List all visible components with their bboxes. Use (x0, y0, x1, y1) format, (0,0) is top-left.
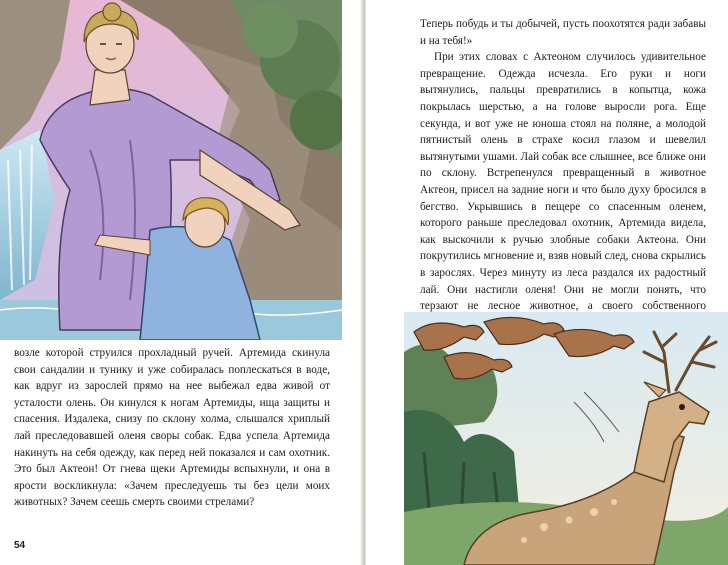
left-page (0, 0, 362, 565)
right-page-text (420, 16, 706, 348)
left-paragraph: возле которой струился прохладный ручей. Артемида скинула свои сандалии и тунику и уже собиралась поплескаться в воде, как вдруг из зарослей прямо на нее выбежал едва живой от усталости олень. Он кинулся к ногам Артемиды, ища защиты и спасения. Издалека, снизу по склону холма, слышался хриплый лай преследовавшей оленя своры собак. Едва успела Артемида накинуть на себя одежду, как перед ней показался и сам охотник. Это был Актеон! От гнева щеки Артемиды вспыхнули, и она в ярости воскликнула: «Зачем преследуешь ты без цели моих животных? Зачем сеешь смерть своими стрелами? (14, 347, 330, 509)
deer-illustration-svg (404, 312, 728, 565)
right-page (366, 0, 728, 565)
right-paragraph-1: Теперь побудь и ты добычей, пусть поохотятся ради забавы и на тебя!» (420, 18, 706, 47)
deer-and-hounds-illustration (404, 312, 728, 565)
left-page-text (14, 345, 330, 511)
artemis-illustration-svg (0, 0, 342, 340)
artemis-and-nymph-illustration (0, 0, 342, 340)
page-number: 54 (14, 540, 26, 551)
right-paragraph-2: При этих словах с Актеоном случилось удивительное превращение. Одежда исчезла. Его руки и ноги вытянулись, пальцы превратились в копытца, кожа покрылась шерстью, а на голове выросли рога. Еще секунда, и вот уже не юноша стоял на поляне, а молодой пятнистый олень в страхе косил глазом и шевелил вытянутыми ушами. Лай собак все слышнее, все ближе они по склону. Встрепенулся превращенный в животное Актеон, присел на задние ноги и что было духу бросился в бегство. Укрывшись в пещере со спасенным оленем, которого раньше преследовал охотник, Артемида видела, как выскочили к ручью злобные собаки Актеона. Они покрутились мгновение и, взяв новый след, снова скрылись в зарослях. Через минуту из леса раздался их радостный лай. Они настигли оленя! Они не могли понять, что терзают не лесное животное, а своего собственного (420, 51, 706, 313)
